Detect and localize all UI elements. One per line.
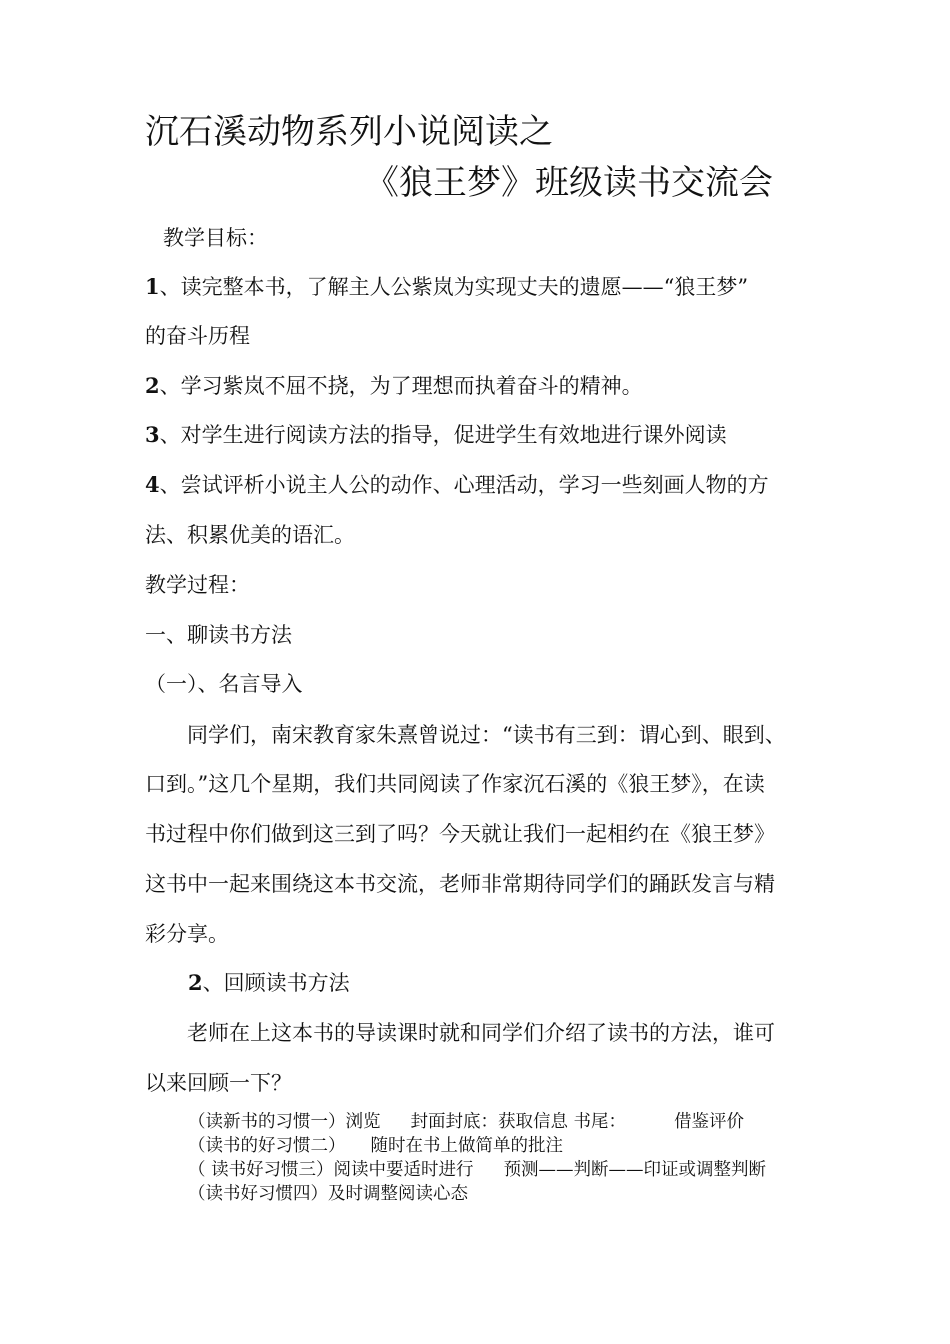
goal-number: 2 xyxy=(145,373,160,398)
habit-detail: 随时在书上做简单的批注 xyxy=(370,1136,563,1156)
goal-text: 、尝试评析小说主人公的动作、心理活动，学习一些刻画人物的方 xyxy=(159,473,769,497)
process-heading: 教学过程： xyxy=(145,573,250,597)
paragraph-1-line: 这书中一起来围绕这本书交流，老师非常期待同学们的踊跃发言与精 xyxy=(145,872,775,896)
goal-2 xyxy=(145,371,643,401)
habit-line-3 xyxy=(188,1158,766,1182)
habit-detail: 预测——判断——印证或调整判断 xyxy=(503,1160,767,1180)
title-line-1: 沉石溪动物系列小说阅读之 xyxy=(145,112,553,152)
habit-line-4 xyxy=(188,1182,468,1206)
goal-1-cont: 的奋斗历程 xyxy=(145,324,250,348)
habit-line-2 xyxy=(188,1134,563,1158)
paragraph-1-line: 同学们，南宋教育家朱熹曾说过：“读书有三到：谓心到、眼到、 xyxy=(187,723,786,747)
habit-label: （ 读书好习惯三）阅读中要适时进行 xyxy=(188,1160,474,1180)
habit-detail: 封面封底：获取信息 书尾： xyxy=(410,1112,627,1132)
subsection-text: 、回顾读书方法 xyxy=(202,971,350,995)
habit-label: （读新书的习惯一）浏览 xyxy=(188,1112,381,1132)
section-heading-1: 一、聊读书方法 xyxy=(145,623,292,647)
paragraph-1-line: 彩分享。 xyxy=(145,922,229,946)
habit-detail-2: 借鉴评价 xyxy=(674,1112,745,1132)
goal-number: 1 xyxy=(145,274,160,299)
goal-1 xyxy=(145,272,748,302)
subsection-number: 2 xyxy=(188,970,203,995)
habit-line-1 xyxy=(188,1110,744,1134)
goal-text: 、读完整本书，了解主人公紫岚为实现丈夫的遗愿——“狼王梦” xyxy=(159,275,749,299)
title-line-2: 《狼王梦》班级读书交流会 xyxy=(365,163,773,203)
paragraph-1-line: 书过程中你们做到这三到了吗？今天就让我们一起相约在《狼王梦》 xyxy=(145,822,775,846)
goal-number: 4 xyxy=(145,472,160,497)
paragraph-1-line: 口到。”这几个星期，我们共同阅读了作家沉石溪的《狼王梦》，在读 xyxy=(145,772,765,796)
paragraph-2-line: 老师在上这本书的导读课时就和同学们介绍了读书的方法，谁可 xyxy=(187,1021,775,1045)
goal-4 xyxy=(145,470,769,500)
subsection-heading-1: （一）、名言导入 xyxy=(145,672,303,696)
habit-label: （读书的好习惯二） xyxy=(188,1136,346,1156)
habit-label: （读书好习惯四）及时调整阅读心态 xyxy=(188,1184,468,1204)
goal-number: 3 xyxy=(145,422,160,447)
goals-heading: 教学目标： xyxy=(163,226,268,250)
goal-4-cont: 法、积累优美的语汇。 xyxy=(145,523,355,547)
subsection-heading-2 xyxy=(188,968,350,998)
goal-3 xyxy=(145,420,727,450)
goal-text: 、学习紫岚不屈不挠，为了理想而执着奋斗的精神。 xyxy=(159,374,643,398)
goal-text: 、对学生进行阅读方法的指导，促进学生有效地进行课外阅读 xyxy=(159,423,727,447)
paragraph-2-line: 以来回顾一下？ xyxy=(145,1071,292,1095)
